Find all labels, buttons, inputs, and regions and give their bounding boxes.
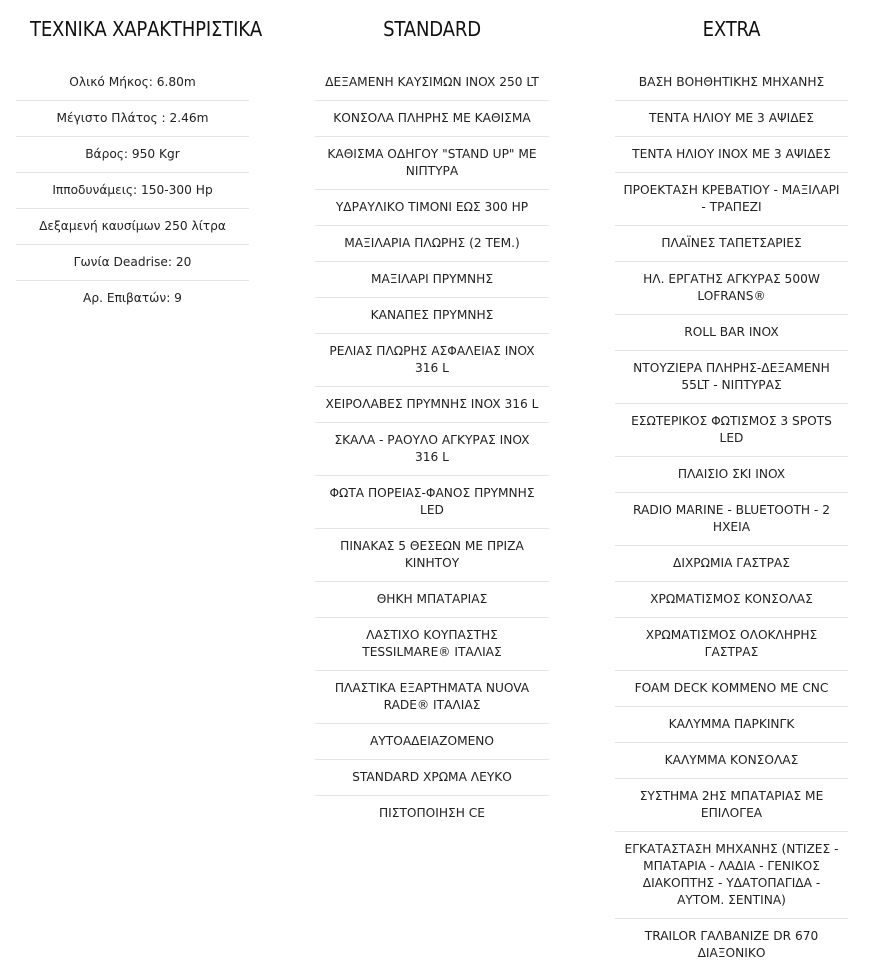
standard-item: ΜΑΞΙΛΑΡΙΑ ΠΛΩΡΗΣ (2 ΤΕΜ.) bbox=[315, 226, 549, 262]
standard-item: ΦΩΤΑ ΠΟΡΕΙΑΣ-ΦΑΝΟΣ ΠΡΥΜΝΗΣ LED bbox=[315, 476, 549, 529]
extra-item: ΠΡΟΕΚΤΑΣΗ ΚΡΕΒΑΤΙΟΥ - ΜΑΞΙΛΑΡΙ - ΤΡΑΠΕΖΙ bbox=[615, 173, 848, 226]
standard-item: ΠΙΝΑΚΑΣ 5 ΘΕΣΕΩΝ ΜΕ ΠΡΙΖΑ ΚΙΝΗΤΟΥ bbox=[315, 529, 549, 582]
extra-item: TRAILOR ΓΑΛΒΑΝΙΖΕ DR 670 ΔΙΑΞΟΝΙΚΟ bbox=[644, 929, 819, 960]
extra-item: ΔΙΧΡΩΜΙΑ ΓΑΣΤΡΑΣ bbox=[615, 546, 848, 582]
extra-column bbox=[615, 0, 848, 971]
spec-item-weight: Βάρος: 950 Kgr bbox=[16, 137, 249, 173]
extra-item: FOAM DECK ΚΟΜΜΕΝΟ ΜΕ CNC bbox=[615, 671, 848, 707]
spec-item-horsepower: Ιπποδυνάμεις: 150-300 Hp bbox=[16, 173, 249, 209]
technical-specs-title: ΤΕΧΝΙΚΑ ΧΑΡΑΚΤΗΡΙΣΤΙΚΑ bbox=[29, 17, 263, 41]
standard-item: ΧΕΙΡΟΛΑΒΕΣ ΠΡΥΜΝΗΣ INOX 316 L bbox=[315, 387, 549, 423]
standard-item: ΠΛΑΣΤΙΚΑ ΕΞΑΡΤΗΜΑΤΑ NUOVA RADE® ΙΤΑΛΙΑΣ bbox=[315, 671, 549, 724]
standard-item: ΠΙΣΤΟΠΟΙΗΣΗ CE bbox=[379, 806, 485, 820]
extra-item: ΣΥΣΤΗΜΑ 2ΗΣ ΜΠΑΤΑΡΙΑΣ ΜΕ ΕΠΙΛΟΓΕΑ bbox=[615, 779, 848, 832]
spec-item-beam: Μέγιστο Πλάτος : 2.46m bbox=[16, 101, 249, 137]
extra-item: ΝΤΟΥΖΙΕΡΑ ΠΛΗΡΗΣ-ΔΕΞΑΜΕΝΗ 55LT - ΝΙΠΤΥΡΑΣ bbox=[615, 351, 848, 404]
spec-item-deadrise: Γωνία Deadrise: 20 bbox=[16, 245, 249, 281]
standard-item: ΘΗΚΗ ΜΠΑΤΑΡΙΑΣ bbox=[315, 582, 549, 618]
extra-item: ΠΛΑΪΝΕΣ ΤΑΠΕΤΣΑΡΙΕΣ bbox=[615, 226, 848, 262]
standard-item: ΥΔΡΑΥΛΙΚΟ ΤΙΜΟΝΙ ΕΩΣ 300 HP bbox=[315, 190, 549, 226]
standard-item: ΡΕΛΙΑΣ ΠΛΩΡΗΣ ΑΣΦΑΛΕΙΑΣ INOX 316 L bbox=[315, 334, 549, 387]
extra-item: ΤΕΝΤΑ ΗΛΙΟΥ INOX ΜΕ 3 ΑΨΙΔΕΣ bbox=[615, 137, 848, 173]
spec-item-passengers: Αρ. Επιβατών: 9 bbox=[83, 291, 182, 305]
standard-item: ΚΑΝΑΠΕΣ ΠΡΥΜΝΗΣ bbox=[315, 298, 549, 334]
extra-item: RADIO MARINE - BLUETOOTH - 2 ΗΧΕΙΑ bbox=[615, 493, 848, 546]
extra-list bbox=[615, 65, 848, 971]
standard-item: ΣΚΑΛΑ - ΡΑΟΥΛΟ ΑΓΚΥΡΑΣ INOX 316 L bbox=[315, 423, 549, 476]
standard-title: STANDARD bbox=[383, 17, 481, 41]
extra-item: ΕΓΚΑΤΑΣΤΑΣΗ ΜΗΧΑΝΗΣ (ΝΤΙΖΕΣ - ΜΠΑΤΑΡΙΑ - ΛΑΔΙΑ - ΓΕΝΙΚΟΣ ΔΙΑΚΟΠΤΗΣ - ΥΔΑΤΟΠΑΓΙΔΑ - ΑΥΤΟΜ. ΣΕΝΤΙΝΑ) bbox=[615, 832, 848, 919]
extra-title: EXTRA bbox=[702, 17, 761, 41]
standard-list bbox=[315, 65, 549, 831]
standard-item: ΛΑΣΤΙΧΟ ΚΟΥΠΑΣΤΗΣ TESSILMARE® ΙΤΑΛΙΑΣ bbox=[315, 618, 549, 671]
standard-item: ΚΑΘΙΣΜΑ ΟΔΗΓΟΥ "STAND UP" ΜΕ ΝΙΠΤΥΡΑ bbox=[315, 137, 549, 190]
extra-item: ΕΣΩΤΕΡΙΚΟΣ ΦΩΤΙΣΜΟΣ 3 SPOTS LED bbox=[615, 404, 848, 457]
standard-item: ΔΕΞΑΜΕΝΗ ΚΑΥΣΙΜΩΝ INOX 250 LT bbox=[315, 65, 549, 101]
extra-item: ΗΛ. ΕΡΓΑΤΗΣ ΑΓΚΥΡΑΣ 500W LOFRANS® bbox=[615, 262, 848, 315]
spec-item-fuel-tank: Δεξαμενή καυσίμων 250 λίτρα bbox=[16, 209, 249, 245]
standard-item: ΜΑΞΙΛΑΡΙ ΠΡΥΜΝΗΣ bbox=[315, 262, 549, 298]
extra-item: ΧΡΩΜΑΤΙΣΜΟΣ ΟΛΟΚΛΗΡΗΣ ΓΑΣΤΡΑΣ bbox=[615, 618, 848, 671]
technical-specs-list bbox=[16, 65, 249, 316]
extra-item: ΤΕΝΤΑ ΗΛΙΟΥ ΜΕ 3 ΑΨΙΔΕΣ bbox=[615, 101, 848, 137]
standard-item: ΚΟΝΣΟΛΑ ΠΛΗΡΗΣ ΜΕ ΚΑΘΙΣΜΑ bbox=[315, 101, 549, 137]
extra-item: ΚΑΛΥΜΜΑ ΚΟΝΣΟΛΑΣ bbox=[615, 743, 848, 779]
spec-item-length: Ολικό Μήκος: 6.80m bbox=[16, 65, 249, 101]
extra-item: ΠΛΑΙΣΙΟ ΣΚΙ INOX bbox=[615, 457, 848, 493]
standard-column bbox=[315, 0, 549, 831]
technical-specs-column bbox=[16, 0, 263, 316]
standard-item: ΑΥΤΟΑΔΕΙΑΖΟΜΕΝΟ bbox=[315, 724, 549, 760]
extra-item: ROLL BAR INOX bbox=[615, 315, 848, 351]
standard-item: STANDARD ΧΡΩΜΑ ΛΕΥΚΟ bbox=[315, 760, 549, 796]
extra-item: ΚΑΛΥΜΜΑ ΠΑΡΚΙΝΓΚ bbox=[615, 707, 848, 743]
extra-item: ΧΡΩΜΑΤΙΣΜΟΣ ΚΟΝΣΟΛΑΣ bbox=[615, 582, 848, 618]
extra-item: ΒΑΣΗ ΒΟΗΘΗΤΙΚΗΣ ΜΗΧΑΝΗΣ bbox=[615, 65, 848, 101]
